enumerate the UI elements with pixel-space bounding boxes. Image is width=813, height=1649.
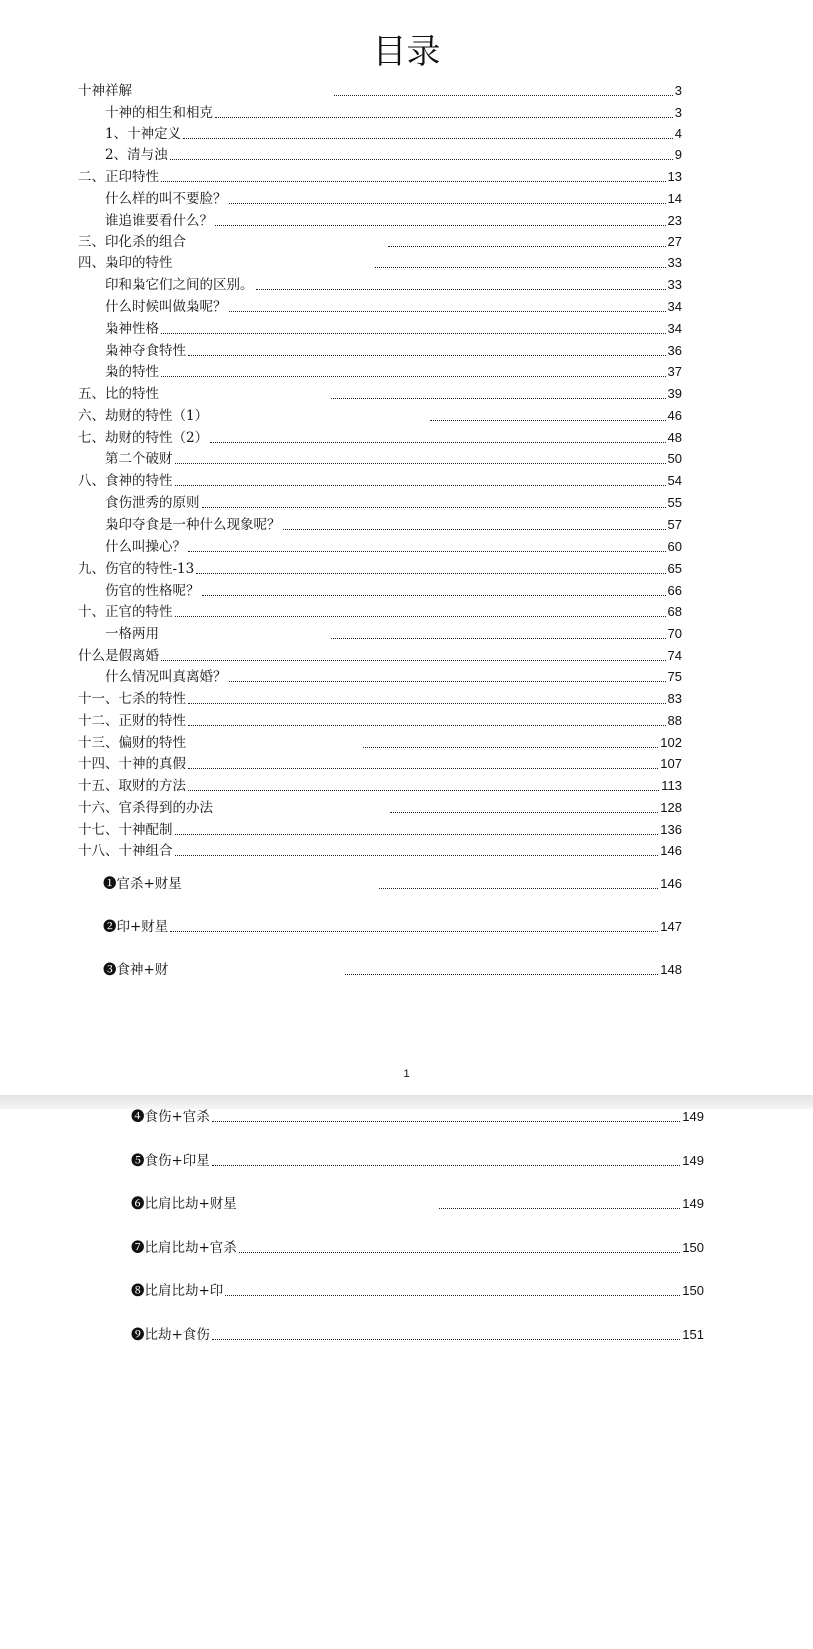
toc-page-number: 37: [667, 364, 682, 379]
toc-entry[interactable]: [105, 490, 682, 512]
toc-entry-title: 十神的相生和相克: [105, 105, 213, 121]
toc-dot-leader: [379, 888, 658, 889]
toc-entry-title: 十六、官杀得到的办法: [78, 800, 213, 816]
toc-dot-leader: [202, 595, 666, 596]
toc-entry[interactable]: [131, 1104, 704, 1126]
toc-page-number: 3: [674, 105, 682, 120]
toc-dot-leader: [283, 529, 666, 530]
toc-entry-title: ❺食伤+印星: [131, 1153, 210, 1169]
toc-entry-title: 八、食神的特性: [78, 473, 173, 489]
toc-entry[interactable]: [105, 664, 682, 686]
toc-entry-title: 三、印化杀的组合: [78, 234, 186, 250]
toc-dot-leader: [161, 376, 666, 377]
toc-page-number: 48: [667, 430, 682, 445]
toc-entry-title: 1、十神定义: [105, 126, 182, 142]
toc-page-number: 55: [667, 495, 682, 510]
toc-dot-leader: [188, 768, 658, 769]
toc-dot-leader: [161, 333, 666, 334]
toc-dot-leader: [225, 1295, 680, 1296]
toc-entry[interactable]: [103, 914, 682, 936]
toc-title: 目录: [372, 32, 441, 72]
toc-page-number: 88: [667, 713, 682, 728]
toc-dot-leader: [229, 311, 666, 312]
toc-entry[interactable]: [105, 100, 682, 122]
toc-page-number: 146: [660, 876, 682, 891]
toc-entry[interactable]: [103, 957, 682, 979]
toc-page-number: 36: [667, 343, 682, 358]
toc-page-number: 27: [667, 234, 682, 249]
toc-dot-leader: [212, 1339, 680, 1340]
toc-entry-title: 食伤泄秀的原则: [105, 495, 200, 511]
toc-page-number: 102: [660, 735, 682, 750]
toc-dot-leader: [175, 834, 659, 835]
toc-entry-title: 十、正官的特性: [78, 604, 173, 620]
toc-entry-title: 谁追谁要看什么？: [105, 213, 213, 229]
toc-page-number: 128: [660, 800, 682, 815]
toc-dot-leader: [170, 159, 673, 160]
toc-dot-leader: [175, 485, 666, 486]
toc-page-number: 136: [660, 822, 682, 837]
toc-dot-leader: [363, 747, 658, 748]
toc-page-number: 75: [667, 669, 682, 684]
toc-page-number: 66: [667, 583, 682, 598]
toc-entry-title: 一格两用: [105, 626, 159, 642]
toc-page-number: 147: [660, 919, 682, 934]
toc-dot-leader: [256, 289, 666, 290]
toc-page-number: 34: [667, 321, 682, 336]
toc-entry-title: ❽比肩比劫+印: [131, 1283, 224, 1299]
toc-page-number: 13: [667, 169, 682, 184]
toc-entry[interactable]: [105, 142, 682, 164]
toc-dot-leader: [331, 398, 666, 399]
toc-entry[interactable]: [131, 1148, 704, 1170]
toc-entry-title: 六、劫财的特性（1）: [78, 408, 209, 424]
toc-entry-title: 十一、七杀的特性: [78, 691, 186, 707]
toc-entry-title: 九、伤官的特性-13: [78, 561, 195, 577]
toc-entry-title: ❾比劫+食伤: [131, 1327, 210, 1343]
toc-page-number: 148: [660, 962, 682, 977]
toc-entry[interactable]: [105, 272, 682, 294]
toc-dot-leader: [202, 507, 666, 508]
toc-entry-title: 二、正印特性: [78, 169, 159, 185]
toc-page-number: 83: [667, 691, 682, 706]
toc-page-number: 46: [667, 408, 682, 423]
toc-page-number: 113: [661, 778, 682, 793]
toc-entry[interactable]: [131, 1191, 704, 1213]
toc-dot-leader: [334, 95, 673, 96]
toc-page-number: 34: [667, 299, 682, 314]
toc-dot-leader: [390, 812, 658, 813]
toc-dot-leader: [175, 855, 659, 856]
toc-entry-title: 枭神性格: [105, 321, 159, 337]
toc-entry[interactable]: [105, 446, 682, 468]
toc-page-number: 4: [674, 126, 682, 141]
toc-entry-title: 十神祥解: [78, 83, 132, 99]
toc-entry[interactable]: [105, 578, 682, 600]
toc-entry[interactable]: [78, 773, 682, 795]
toc-page-number: 151: [682, 1327, 704, 1342]
toc-entry-title: 十八、十神组合: [78, 843, 173, 859]
toc-dot-leader: [212, 1165, 680, 1166]
toc-dot-leader: [175, 463, 666, 464]
toc-dot-leader: [175, 616, 666, 617]
toc-dot-leader: [170, 931, 658, 932]
toc-entry[interactable]: [105, 294, 682, 316]
toc-dot-leader: [229, 203, 666, 204]
page-number: 1: [403, 1068, 410, 1080]
toc-entry-title: 枭印夺食是一种什么现象呢？: [105, 517, 281, 533]
toc-dot-leader: [212, 1121, 680, 1122]
toc-entry[interactable]: [105, 338, 682, 360]
toc-entry-title: 四、枭印的特性: [78, 255, 173, 271]
toc-entry-title: 十七、十神配制: [78, 822, 173, 838]
toc-entry-title: 印和枭它们之间的区别。: [105, 277, 254, 293]
toc-page-number: 60: [667, 539, 682, 554]
toc-entry-title: 枭神夺食特性: [105, 343, 186, 359]
toc-page-number: 149: [682, 1153, 704, 1168]
toc-dot-leader: [345, 974, 658, 975]
toc-page-number: 33: [667, 277, 682, 292]
toc-entry-title: 五、比的特性: [78, 386, 159, 402]
toc-entry[interactable]: [78, 164, 682, 186]
toc-entry-title: ❹食伤+官杀: [131, 1109, 210, 1125]
toc-page-number: 54: [667, 473, 682, 488]
toc-dot-leader: [375, 267, 666, 268]
toc-entry[interactable]: [78, 730, 682, 752]
toc-entry-title: ❸食神+财: [103, 962, 169, 978]
toc-dot-leader: [161, 181, 666, 182]
toc-dot-leader: [331, 638, 666, 639]
toc-page-number: 23: [667, 213, 682, 228]
toc-entry-title: ❷印+财星: [103, 919, 169, 935]
toc-entry[interactable]: [105, 208, 682, 230]
toc-dot-leader: [188, 725, 666, 726]
toc-page-number: 57: [667, 517, 682, 532]
toc-page-number: 149: [682, 1109, 704, 1124]
toc-page-number: 33: [667, 255, 682, 270]
toc-dot-leader: [215, 117, 673, 118]
toc-page-number: 70: [667, 626, 682, 641]
toc-entry-title: 七、劫财的特性（2）: [78, 430, 209, 446]
toc-entry-title: 十二、正财的特性: [78, 713, 186, 729]
toc-entry-title: 2、清与浊: [105, 147, 168, 163]
toc-page-number: 149: [682, 1196, 704, 1211]
toc-page-number: 150: [682, 1240, 704, 1255]
toc-entry[interactable]: [78, 817, 682, 839]
toc-entry[interactable]: [78, 381, 682, 403]
toc-entry[interactable]: [105, 621, 682, 643]
toc-entry[interactable]: [105, 316, 682, 338]
toc-entry[interactable]: [78, 468, 682, 490]
toc-page-number: 9: [674, 147, 682, 162]
toc-page-number: 146: [660, 843, 682, 858]
toc-page-number: 50: [667, 451, 682, 466]
toc-entry-title: 什么情况叫真离婚？: [105, 669, 227, 685]
toc-page-number: 68: [667, 604, 682, 619]
toc-entry[interactable]: [131, 1278, 704, 1300]
toc-entry-title: ❶官杀+财星: [103, 876, 182, 892]
toc-entry[interactable]: [78, 229, 682, 251]
toc-entry[interactable]: [131, 1322, 704, 1344]
toc-entry-title: 什么样的叫不要脸？: [105, 191, 227, 207]
toc-entry[interactable]: [78, 838, 682, 860]
toc-page-number: 14: [667, 191, 682, 206]
toc-dot-leader: [161, 660, 666, 661]
toc-entry-title: 伤官的性格呢？: [105, 583, 200, 599]
toc-page-number: 107: [660, 756, 682, 771]
toc-entry[interactable]: [78, 78, 682, 100]
toc-page-number: 74: [667, 648, 682, 663]
toc-dot-leader: [188, 790, 659, 791]
toc-dot-leader: [183, 138, 673, 139]
toc-dot-leader: [188, 355, 666, 356]
toc-entry-title: 什么叫操心？: [105, 539, 186, 555]
toc-entry[interactable]: [78, 425, 682, 447]
toc-entry-title: 十三、偏财的特性: [78, 735, 186, 751]
toc-dot-leader: [239, 1252, 680, 1253]
toc-dot-leader: [196, 573, 665, 574]
toc-entry[interactable]: [131, 1235, 704, 1257]
toc-dot-leader: [439, 1208, 680, 1209]
toc-entry-title: 枭的特性: [105, 364, 159, 380]
toc-page-number: 3: [674, 83, 682, 98]
toc-entry[interactable]: [78, 708, 682, 730]
toc-entry[interactable]: [78, 556, 682, 578]
toc-page-number: 39: [667, 386, 682, 401]
toc-dot-leader: [215, 225, 666, 226]
toc-entry[interactable]: [78, 250, 682, 272]
toc-entry-title: 什么是假离婚: [78, 648, 159, 664]
toc-page-2: [0, 1109, 813, 1649]
toc-page-number: 150: [682, 1283, 704, 1298]
toc-entry-title: ❼比肩比劫+官杀: [131, 1240, 237, 1256]
toc-entry[interactable]: [105, 512, 682, 534]
toc-entry[interactable]: [78, 795, 682, 817]
toc-dot-leader: [388, 246, 666, 247]
toc-page-number: 65: [667, 561, 682, 576]
toc-dot-leader: [188, 703, 666, 704]
toc-entry[interactable]: [103, 871, 682, 893]
toc-entry-title: 第二个破财: [105, 451, 173, 467]
toc-entry-title: 什么时候叫做枭呢？: [105, 299, 227, 315]
toc-entry[interactable]: [78, 751, 682, 773]
toc-entry[interactable]: [78, 643, 682, 665]
toc-entry[interactable]: [78, 686, 682, 708]
toc-entry[interactable]: [105, 359, 682, 381]
toc-entry[interactable]: [78, 599, 682, 621]
toc-entry-title: ❻比肩比劫+财星: [131, 1196, 237, 1212]
toc-dot-leader: [229, 681, 666, 682]
toc-entry-title: 十五、取财的方法: [78, 778, 186, 794]
toc-entry[interactable]: [105, 121, 682, 143]
toc-dot-leader: [430, 420, 665, 421]
toc-dot-leader: [210, 442, 665, 443]
toc-entry[interactable]: [105, 186, 682, 208]
toc-entry[interactable]: [78, 403, 682, 425]
toc-entry[interactable]: [105, 534, 682, 556]
toc-entry-title: 十四、十神的真假: [78, 756, 186, 772]
toc-dot-leader: [188, 551, 666, 552]
